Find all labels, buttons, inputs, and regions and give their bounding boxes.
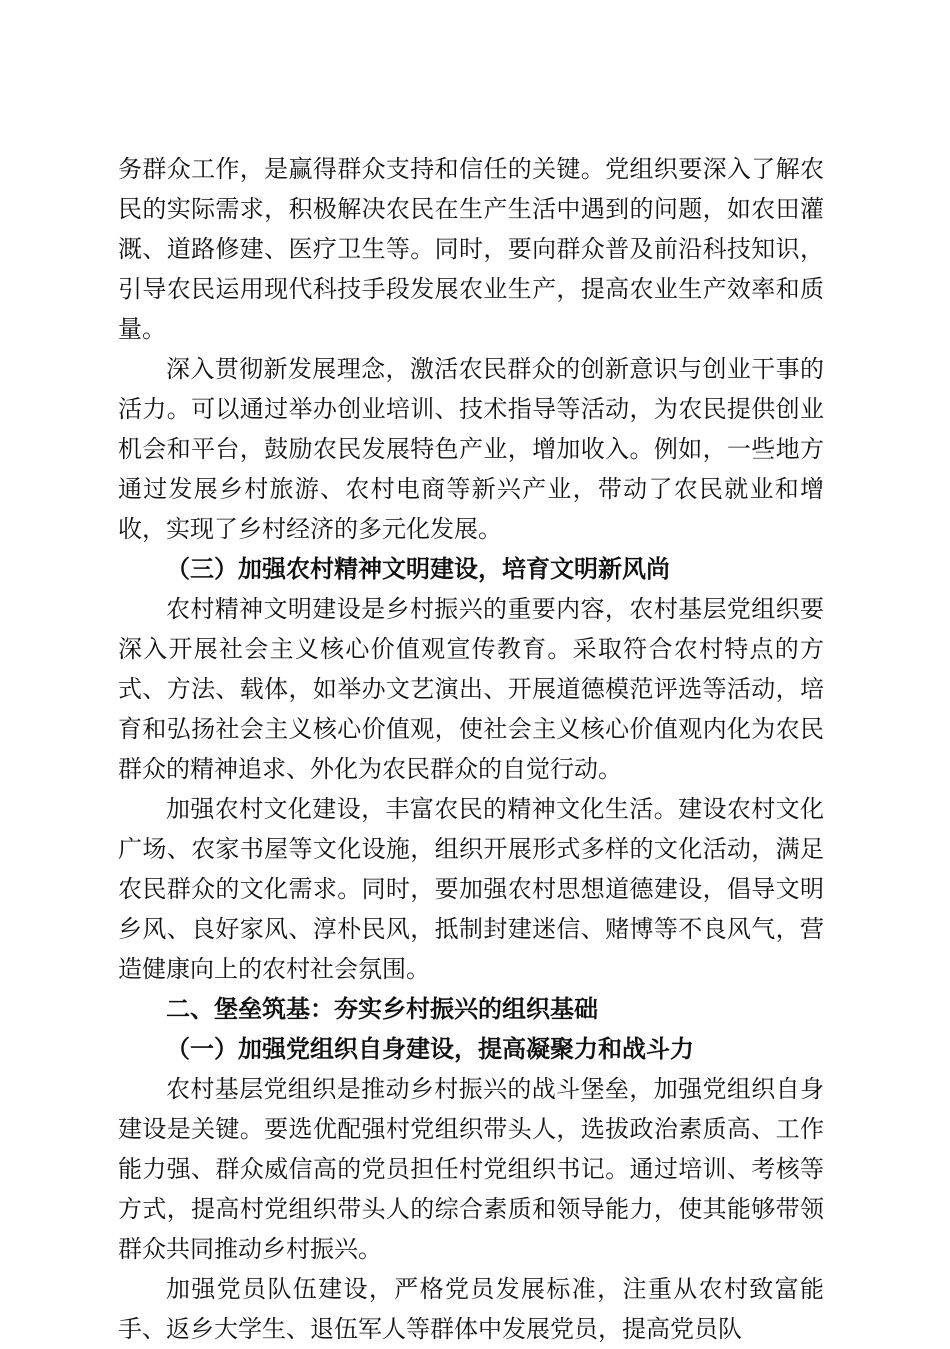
document-body	[118, 149, 824, 1349]
body-paragraph: 深入贯彻新发展理念，激活农民群众的创新意识与创业干事的活力。可以通过举办创业培训、技术指导等活动，为农民提供创业机会和平台，鼓励农民发展特色产业，增加收入。例如，一些地方通过发展乡村旅游、农村电商等新兴产业，带动了农民就业和增收，实现了乡村经济的多元化发展。	[118, 355, 824, 543]
body-paragraph: 务群众工作，是赢得群众支持和信任的关键。党组织要深入了解农民的实际需求，积极解决农民在生产生活中遇到的问题，如农田灌溉、道路修建、医疗卫生等。同时，要向群众普及前沿科技知识，引导农民运用现代科技手段发展农业生产，提高农业生产效率和质量。	[118, 155, 824, 343]
section-subheading: （一）加强党组织自身建设，提高凝聚力和战斗力	[166, 1034, 694, 1063]
body-paragraph: 加强党员队伍建设，严格党员发展标准，注重从农村致富能手、返乡大学生、退伍军人等群体中发展党员，提高党员队	[118, 1275, 824, 1343]
body-paragraph: 农村精神文明建设是乡村振兴的重要内容，农村基层党组织要深入开展社会主义核心价值观宣传教育。采取符合农村特点的方式、方法、载体，如举办文艺演出、开展道德模范评选等活动，培育和弘扬社会主义核心价值观，使社会主义核心价值观内化为农民群众的精神追求、外化为农民群众的自觉行动。	[118, 595, 824, 783]
section-heading: 二、堡垒筑基：夯实乡村振兴的组织基础	[166, 995, 598, 1023]
section-subheading: （三）加强农村精神文明建设，培育文明新风尚	[166, 554, 670, 583]
body-paragraph: 农村基层党组织是推动乡村振兴的战斗堡垒，加强党组织自身建设是关键。要选优配强村党组织带头人，选拔政治素质高、工作能力强、群众威信高的党员担任村党组织书记。通过培训、考核等方式，提高村党组织带头人的综合素质和领导能力，使其能够带领群众共同推动乡村振兴。	[118, 1075, 824, 1263]
body-paragraph: 加强农村文化建设，丰富农民的精神文化生活。建设农村文化广场、农家书屋等文化设施，组织开展形式多样的文化活动，满足农民群众的文化需求。同时，要加强农村思想道德建设，倡导文明乡风、良好家风、淳朴民风，抵制封建迷信、赌博等不良风气，营造健康向上的农村社会氛围。	[118, 795, 824, 983]
